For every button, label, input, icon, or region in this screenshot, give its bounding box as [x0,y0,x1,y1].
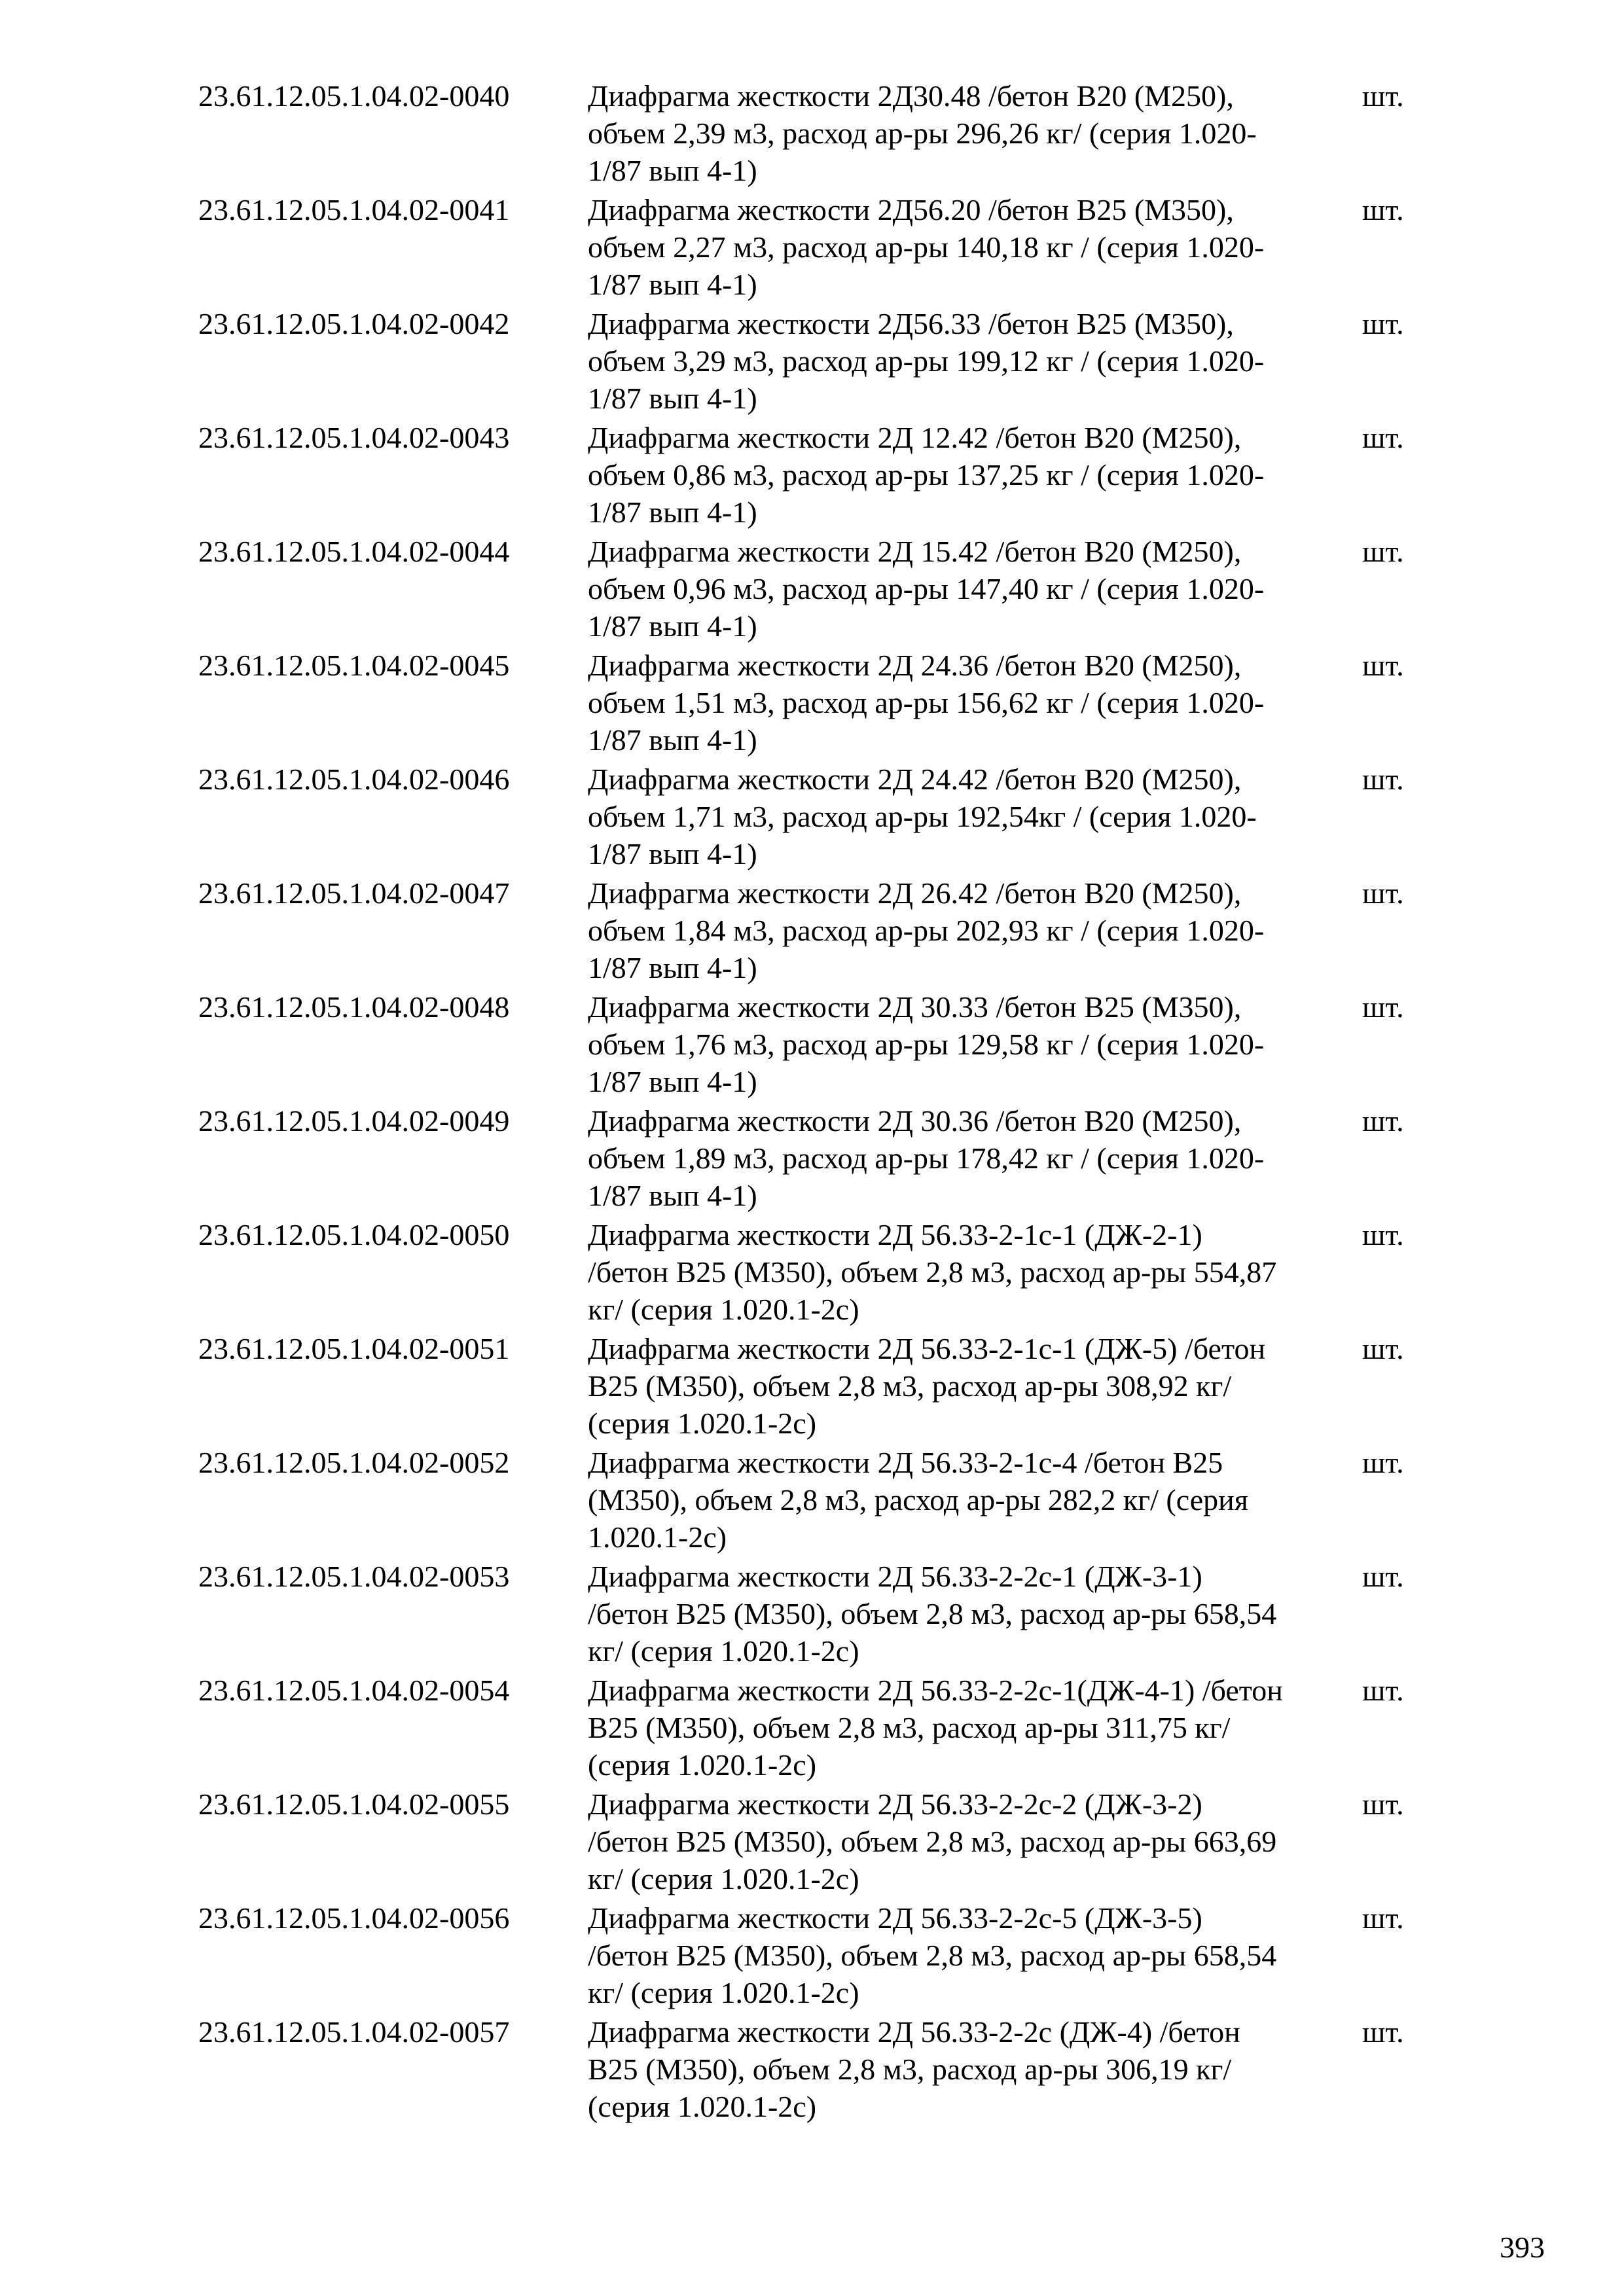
item-unit: шт. [1362,1446,1404,1479]
description-line: объем 0,96 м3, расход ар-ры 147,40 кг / (серия 1.020- [588,572,1265,605]
description-line: (серия 1.020.1-2с) [588,1748,817,1782]
item-description [588,647,1557,759]
item-description [588,1216,1557,1328]
description-line: Диафрагма жесткости 2Д 15.42 /бетон В20 (М250), [588,535,1242,568]
description-line: (серия 1.020.1-2с) [588,2090,817,2123]
list-item [198,1330,1442,1444]
list-item [198,1672,1442,1785]
description-line: Диафрагма жесткости 2Д 30.36 /бетон В20 (М250), [588,1104,1242,1138]
item-code: 23.61.12.05.1.04.02-0052 [198,1446,510,1479]
description-line: Диафрагма жесткости 2Д 24.42 /бетон В20 (М250), [588,762,1242,796]
description-line: объем 1,76 м3, расход ар-ры 129,58 кг / (серия 1.020- [588,1028,1265,1061]
item-unit: шт. [1362,1787,1404,1821]
list-item [198,647,1442,761]
description-line: Диафрагма жесткости 2Д 56.33-2-2с-1(ДЖ-4-1) /бетон [588,1674,1283,1707]
item-description [588,2013,1557,2125]
list-item [198,1558,1442,1672]
item-unit: шт. [1362,990,1404,1024]
item-unit: шт. [1362,876,1404,910]
description-line: 1/87 вып 4-1) [588,837,757,870]
item-description [588,1785,1557,1897]
list-item [198,1785,1442,1899]
description-line: Диафрагма жесткости 2Д 56.33-2-2с-5 (ДЖ-3-5) [588,1901,1202,1935]
description-line: (серия 1.020.1-2с) [588,1407,817,1440]
item-unit: шт. [1362,307,1404,340]
item-code: 23.61.12.05.1.04.02-0049 [198,1104,510,1138]
item-code: 23.61.12.05.1.04.02-0057 [198,2015,510,2049]
item-description [588,1330,1557,1442]
description-line: Диафрагма жесткости 2Д 30.33 /бетон В25 (М350), [588,990,1242,1024]
item-code: 23.61.12.05.1.04.02-0047 [198,876,510,910]
item-unit: шт. [1362,79,1404,113]
description-line: Диафрагма жесткости 2Д 56.33-2-2с-1 (ДЖ-3-1) [588,1560,1202,1593]
item-unit: шт. [1362,1104,1404,1138]
page-number: 393 [1500,2231,1545,2264]
description-line: объем 1,51 м3, расход ар-ры 156,62 кг / (серия 1.020- [588,686,1265,719]
item-unit: шт. [1362,193,1404,226]
description-line: В25 (М350), объем 2,8 м3, расход ар-ры 311,75 кг/ [588,1711,1231,1744]
list-item [198,77,1442,191]
list-item [198,191,1442,305]
item-code: 23.61.12.05.1.04.02-0055 [198,1787,510,1821]
description-line: В25 (М350), объем 2,8 м3, расход ар-ры 306,19 кг/ [588,2053,1232,2086]
description-line: кг/ (серия 1.020.1-2с) [588,1293,859,1326]
item-code: 23.61.12.05.1.04.02-0043 [198,421,510,454]
description-line: Диафрагма жесткости 2Д30.48 /бетон В20 (М250), [588,79,1234,113]
description-line: Диафрагма жесткости 2Д 56.33-2-1с-1 (ДЖ-5) /бетон [588,1332,1266,1365]
description-line: В25 (М350), объем 2,8 м3, расход ар-ры 308,92 кг/ [588,1369,1232,1403]
list-item [198,1444,1442,1558]
item-unit: шт. [1362,1218,1404,1251]
list-item [198,2013,1442,2127]
item-unit: шт. [1362,1674,1404,1707]
description-line: 1/87 вып 4-1) [588,154,757,187]
list-item [198,305,1442,419]
item-unit: шт. [1362,2015,1404,2049]
description-line: кг/ (серия 1.020.1-2с) [588,1976,859,2009]
item-code: 23.61.12.05.1.04.02-0044 [198,535,510,568]
list-item [198,419,1442,533]
item-description [588,191,1557,303]
item-description [588,1102,1557,1214]
item-description [588,1672,1557,1784]
item-unit: шт. [1362,762,1404,796]
item-code: 23.61.12.05.1.04.02-0045 [198,649,510,682]
item-description [588,533,1557,645]
description-line: /бетон В25 (М350), объем 2,8 м3, расход ар-ры 658,54 [588,1939,1277,1972]
list-item [198,533,1442,647]
item-description [588,1899,1557,2011]
item-unit: шт. [1362,1332,1404,1365]
description-line: кг/ (серия 1.020.1-2с) [588,1862,859,1895]
description-line: 1/87 вып 4-1) [588,1179,757,1212]
item-code: 23.61.12.05.1.04.02-0050 [198,1218,510,1251]
item-code: 23.61.12.05.1.04.02-0040 [198,79,510,113]
description-line: объем 1,84 м3, расход ар-ры 202,93 кг / (серия 1.020- [588,914,1265,947]
item-code: 23.61.12.05.1.04.02-0041 [198,193,510,226]
item-code: 23.61.12.05.1.04.02-0054 [198,1674,510,1707]
item-code: 23.61.12.05.1.04.02-0056 [198,1901,510,1935]
item-code: 23.61.12.05.1.04.02-0048 [198,990,510,1024]
description-line: Диафрагма жесткости 2Д 56.33-2-2с (ДЖ-4) /бетон [588,2015,1240,2049]
list-item [198,1899,1442,2013]
item-code: 23.61.12.05.1.04.02-0053 [198,1560,510,1593]
item-description [588,761,1557,872]
item-description [588,419,1557,531]
list-item [198,1216,1442,1330]
item-description [588,77,1557,189]
description-line: 1/87 вып 4-1) [588,1065,757,1098]
description-line: /бетон В25 (М350), объем 2,8 м3, расход ар-ры 554,87 [588,1255,1277,1289]
description-line: 1/87 вып 4-1) [588,495,757,529]
item-unit: шт. [1362,1901,1404,1935]
description-line: объем 1,71 м3, расход ар-ры 192,54кг / (серия 1.020- [588,800,1257,833]
description-line: объем 2,39 м3, расход ар-ры 296,26 кг/ (серия 1.020- [588,117,1257,150]
description-line: 1/87 вып 4-1) [588,382,757,415]
description-line: объем 3,29 м3, расход ар-ры 199,12 кг / (серия 1.020- [588,344,1265,378]
item-description [588,1558,1557,1670]
item-description [588,1444,1557,1556]
description-line: Диафрагма жесткости 2Д 26.42 /бетон В20 (М250), [588,876,1242,910]
item-code: 23.61.12.05.1.04.02-0051 [198,1332,510,1365]
item-description [588,305,1557,417]
description-line: 1/87 вып 4-1) [588,609,757,643]
list-item [198,874,1442,988]
item-unit: шт. [1362,649,1404,682]
description-line: Диафрагма жесткости 2Д 56.33-2-2с-2 (ДЖ-3-2) [588,1787,1202,1821]
item-unit: шт. [1362,535,1404,568]
description-line: Диафрагма жесткости 2Д56.33 /бетон В25 (М350), [588,307,1234,340]
description-line: кг/ (серия 1.020.1-2с) [588,1634,859,1668]
item-description [588,874,1557,986]
description-line: /бетон В25 (М350), объем 2,8 м3, расход ар-ры 658,54 [588,1597,1277,1630]
description-line: Диафрагма жесткости 2Д 56.33-2-1с-1 (ДЖ-2-1) [588,1218,1202,1251]
description-line: Диафрагма жесткости 2Д56.20 /бетон В25 (М350), [588,193,1234,226]
description-line: (М350), объем 2,8 м3, расход ар-ры 282,2 кг/ (серия [588,1483,1248,1516]
item-code: 23.61.12.05.1.04.02-0046 [198,762,510,796]
description-line: объем 2,27 м3, расход ар-ры 140,18 кг / (серия 1.020- [588,230,1265,264]
description-line: 1/87 вып 4-1) [588,951,757,984]
description-line: объем 1,89 м3, расход ар-ры 178,42 кг / (серия 1.020- [588,1141,1265,1175]
list-item [198,988,1442,1102]
description-line: /бетон В25 (М350), объем 2,8 м3, расход ар-ры 663,69 [588,1825,1277,1858]
description-line: Диафрагма жесткости 2Д 12.42 /бетон В20 (М250), [588,421,1242,454]
item-unit: шт. [1362,1560,1404,1593]
list-item [198,761,1442,874]
price-list [198,77,1442,2127]
item-unit: шт. [1362,421,1404,454]
item-code: 23.61.12.05.1.04.02-0042 [198,307,510,340]
description-line: 1/87 вып 4-1) [588,723,757,757]
description-line: 1.020.1-2с) [588,1520,727,1554]
description-line: Диафрагма жесткости 2Д 24.36 /бетон В20 (М250), [588,649,1242,682]
item-description [588,988,1557,1100]
description-line: 1/87 вып 4-1) [588,268,757,301]
description-line: Диафрагма жесткости 2Д 56.33-2-1с-4 /бетон В25 [588,1446,1223,1479]
description-line: объем 0,86 м3, расход ар-ры 137,25 кг / (серия 1.020- [588,458,1265,492]
list-item [198,1102,1442,1216]
